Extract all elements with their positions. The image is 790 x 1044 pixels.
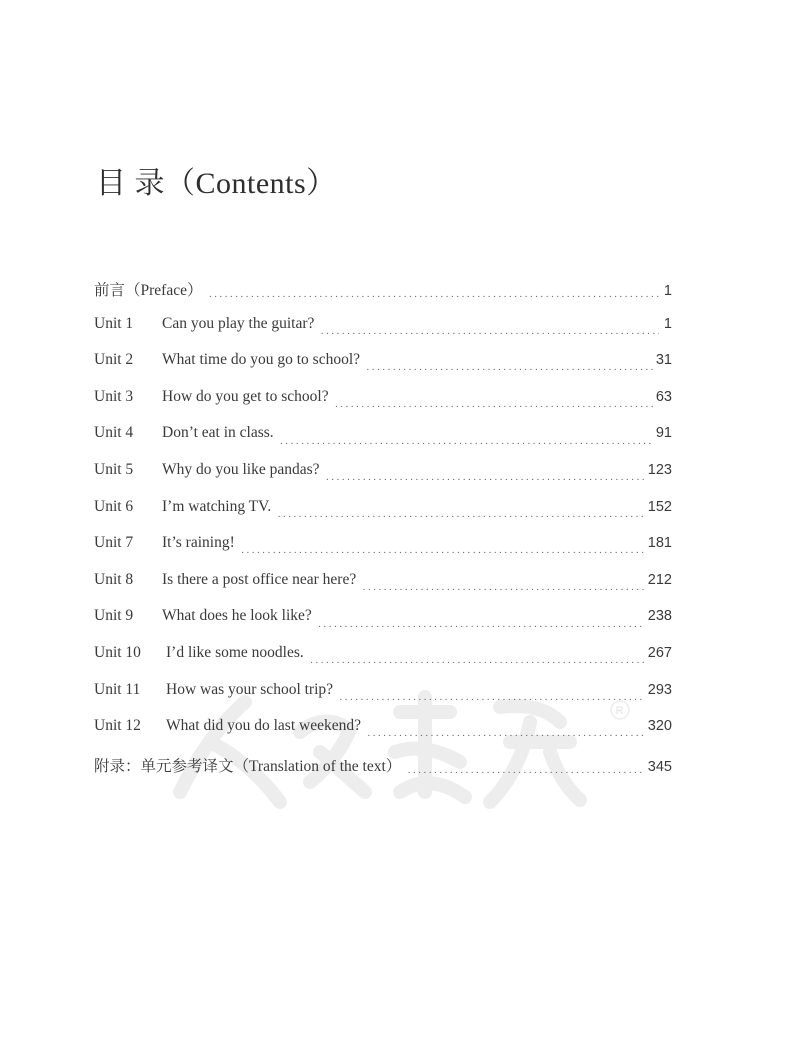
- page-number: 1: [663, 283, 672, 299]
- entry-title: Can you play the guitar?: [162, 314, 315, 332]
- dot-leader: [335, 401, 653, 413]
- dot-leader: [326, 474, 645, 486]
- dot-leader: [277, 511, 645, 523]
- toc-entry[interactable]: [94, 351, 672, 388]
- toc-entry[interactable]: [94, 388, 672, 425]
- svg-text:R: R: [615, 705, 624, 717]
- page-number: 345: [647, 758, 672, 775]
- toc-entry[interactable]: [94, 534, 672, 571]
- unit-label: Unit 5: [94, 460, 134, 478]
- entry-title: Is there a post office near here?: [162, 570, 357, 588]
- page-number: 63: [655, 388, 672, 405]
- unit-label: Unit 12: [94, 717, 141, 735]
- entry-title: 前言（Preface）: [94, 282, 203, 299]
- unit-label: Unit 8: [94, 570, 134, 588]
- unit-label: Unit 4: [94, 424, 134, 442]
- dot-leader: [367, 730, 645, 742]
- page-number: 152: [647, 498, 672, 515]
- dot-leader: [310, 657, 645, 669]
- page-number: 320: [647, 718, 672, 735]
- dot-leader: [280, 438, 653, 450]
- entry-title: I’m watching TV.: [162, 497, 272, 515]
- unit-label: Unit 2: [94, 351, 134, 369]
- page-number: 212: [647, 571, 672, 588]
- unit-label: Unit 9: [94, 607, 134, 625]
- entry-title: How was your school trip?: [166, 680, 334, 698]
- entry-title: I’d like some noodles.: [166, 643, 304, 661]
- entry-title: What did you do last weekend?: [166, 717, 361, 735]
- toc-entry[interactable]: [94, 681, 672, 718]
- dot-leader: [366, 364, 653, 376]
- page-number: 31: [655, 352, 672, 369]
- entry-title: What does he look like?: [162, 607, 312, 625]
- toc-entry[interactable]: [94, 424, 672, 461]
- entry-title: 附录：单元参考译文（Translation of the text）: [94, 757, 402, 775]
- dot-leader: [339, 694, 645, 706]
- page-number: 1: [663, 315, 672, 332]
- dot-leader: [208, 291, 659, 303]
- entry-title: Why do you like pandas?: [162, 460, 320, 478]
- toc-entry[interactable]: [94, 607, 672, 644]
- unit-label: Unit 11: [94, 680, 141, 698]
- entry-title: Don’t eat in class.: [162, 424, 274, 442]
- toc-entry[interactable]: [94, 461, 672, 498]
- page-number: 267: [647, 644, 672, 661]
- page-number: 91: [655, 425, 672, 442]
- page-number: 123: [647, 461, 672, 478]
- entry-title: What time do you go to school?: [162, 351, 361, 369]
- page-number: 181: [647, 535, 672, 552]
- toc-entry-appendix[interactable]: [94, 754, 672, 791]
- toc-entry[interactable]: [94, 571, 672, 608]
- unit-label: Unit 3: [94, 387, 134, 405]
- unit-label: Unit 7: [94, 534, 134, 552]
- dot-leader: [318, 621, 645, 633]
- dot-leader: [407, 767, 645, 779]
- contents-title: 目 录（Contents）: [96, 167, 337, 200]
- toc-entry[interactable]: [94, 498, 672, 535]
- dot-leader: [241, 547, 645, 559]
- table-of-contents: [94, 278, 672, 790]
- toc-entry[interactable]: [94, 644, 672, 681]
- page-number: 293: [647, 681, 672, 698]
- toc-entry-preface[interactable]: [94, 278, 672, 315]
- toc-entry[interactable]: [94, 315, 672, 352]
- unit-label: Unit 6: [94, 497, 134, 515]
- unit-label: Unit 10: [94, 643, 141, 661]
- entry-title: It’s raining!: [162, 534, 235, 552]
- toc-entry[interactable]: [94, 717, 672, 754]
- dot-leader: [362, 584, 645, 596]
- dot-leader: [320, 328, 659, 340]
- entry-title: How do you get to school?: [162, 387, 329, 405]
- unit-label: Unit 1: [94, 314, 134, 332]
- page-number: 238: [647, 608, 672, 625]
